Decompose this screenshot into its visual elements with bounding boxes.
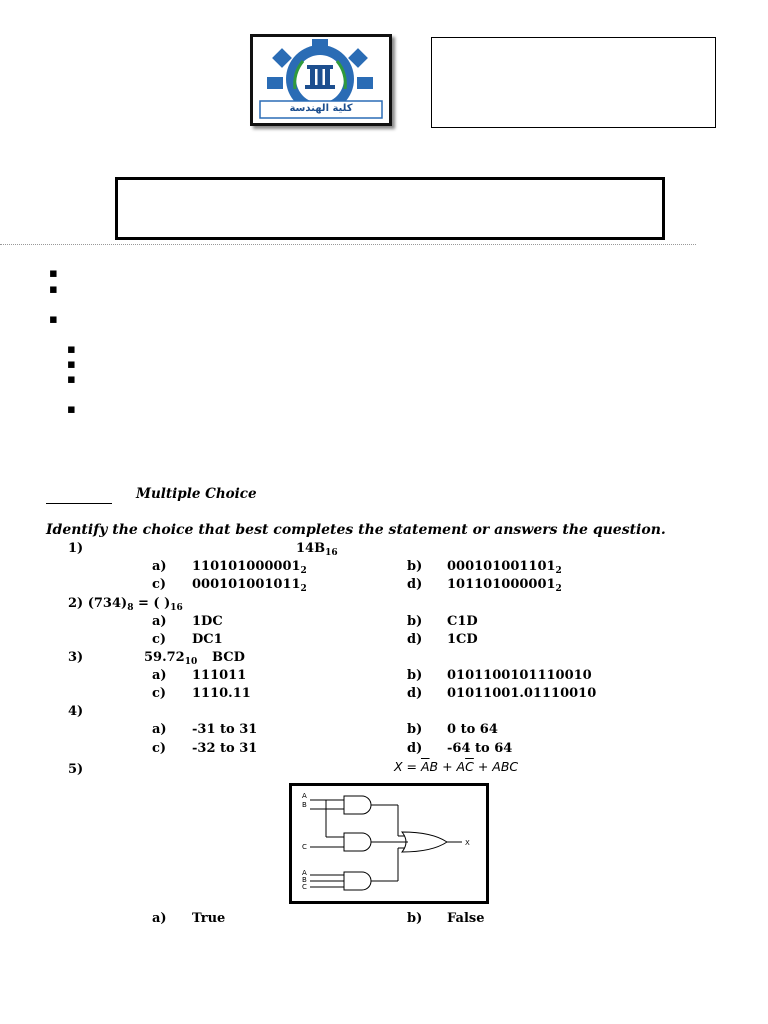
input-label-b: B xyxy=(302,876,307,884)
choice-letter[interactable]: b) xyxy=(407,668,423,683)
bullet-marker: ▪ xyxy=(67,357,76,372)
choice-letter[interactable]: d) xyxy=(407,577,423,592)
input-label-b: B xyxy=(302,801,307,809)
bullet-marker: ▪ xyxy=(49,282,58,297)
choice-value[interactable]: 1110.11 xyxy=(192,686,251,701)
question-number: 4) xyxy=(68,704,84,719)
choice-value[interactable]: $110101000001_2$ xyxy=(192,559,307,576)
choice-letter[interactable]: c) xyxy=(152,741,167,756)
choice-letter[interactable]: c) xyxy=(152,686,167,701)
choice-value[interactable]: 01011001.01110010 xyxy=(447,686,597,701)
choice-value[interactable]: $000101001101_2$ xyxy=(447,559,562,576)
choice-value[interactable]: 0 to 64 xyxy=(447,722,498,737)
choice-letter[interactable]: b) xyxy=(407,614,423,629)
choice-letter[interactable]: d) xyxy=(407,741,423,756)
header-divider xyxy=(0,244,696,245)
question-number: 5) xyxy=(68,762,84,777)
boolean-expression: $X = \overline{A}B + A\overline{C}$ + ABC xyxy=(394,759,519,774)
section-title: Multiple Choice xyxy=(136,486,257,502)
choice-letter[interactable]: d) xyxy=(407,632,423,647)
question-stem: $59.72_{10}$ xyxy=(144,650,198,667)
question-number: 1) xyxy=(68,541,84,556)
logo-caption: کلية الهندسة xyxy=(289,103,353,114)
question-number: 3) xyxy=(68,650,84,665)
input-label-a: A xyxy=(302,792,307,800)
choice-letter[interactable]: c) xyxy=(152,577,167,592)
choice-value[interactable]: 0101100101110010 xyxy=(447,668,592,683)
choice-value[interactable]: 1DC xyxy=(192,614,223,629)
logic-circuit-diagram xyxy=(289,783,489,904)
exam-info-box xyxy=(431,37,716,128)
bullet-marker: ▪ xyxy=(67,372,76,387)
choice-value[interactable]: -64 to 64 xyxy=(447,741,513,756)
input-label-c: C xyxy=(302,843,307,851)
question-code: BCD xyxy=(212,650,245,665)
choice-letter[interactable]: b) xyxy=(407,559,423,574)
choice-letter[interactable]: a) xyxy=(152,559,167,574)
choice-value[interactable]: -32 to 31 xyxy=(192,741,258,756)
bullet-marker: ▪ xyxy=(49,312,58,327)
choice-letter[interactable]: d) xyxy=(407,686,423,701)
choice-value[interactable]: C1D xyxy=(447,614,478,629)
section-instructions: Identify the choice that best completes the statement or answers the question. xyxy=(46,522,666,538)
bullet-marker: ▪ xyxy=(49,266,58,281)
choice-letter[interactable]: a) xyxy=(152,722,167,737)
question-stem: $14B_{16}$ xyxy=(296,541,338,558)
choice-letter[interactable]: a) xyxy=(152,614,167,629)
choice-value[interactable]: 111011 xyxy=(192,668,247,683)
exam-title-box xyxy=(115,177,665,240)
input-label-c: C xyxy=(302,883,307,891)
logic-gates-icon xyxy=(292,786,486,901)
input-label-a: A xyxy=(302,869,307,877)
section-blank-line xyxy=(46,503,112,504)
choice-letter[interactable]: b) xyxy=(407,911,423,926)
choice-value[interactable]: False xyxy=(447,911,485,926)
output-label-x: X xyxy=(465,839,470,847)
choice-letter[interactable]: b) xyxy=(407,722,423,737)
bullet-marker: ▪ xyxy=(67,342,76,357)
choice-value[interactable]: $000101001011_2$ xyxy=(192,577,307,594)
choice-value[interactable]: 1CD xyxy=(447,632,478,647)
choice-letter[interactable]: a) xyxy=(152,911,167,926)
choice-value[interactable]: -31 to 31 xyxy=(192,722,258,737)
college-logo xyxy=(250,34,392,126)
choice-letter[interactable]: c) xyxy=(152,632,167,647)
choice-letter[interactable]: a) xyxy=(152,668,167,683)
choice-value[interactable]: $101101000001_2$ xyxy=(447,577,562,594)
bullet-marker: ▪ xyxy=(67,402,76,417)
question-stem: 2) $(734)_8$ = ( )$_{16}$ xyxy=(68,596,183,613)
choice-value[interactable]: DC1 xyxy=(192,632,223,647)
choice-value[interactable]: True xyxy=(192,911,226,926)
